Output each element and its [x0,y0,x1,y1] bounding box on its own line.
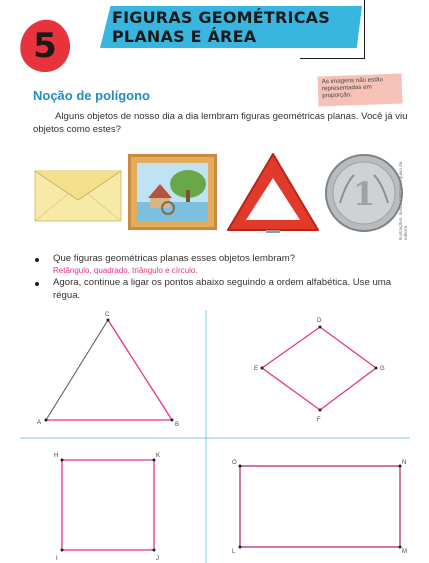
point-label-g: G [380,366,385,372]
header-divider [300,58,365,59]
bullet-icon [35,258,39,262]
header-divider [364,0,365,58]
point-label-b: B [175,422,180,428]
intro-paragraph: Alguns objetos de nosso dia a dia lembram figuras geométricas planas. Você já viu objetos como estes? [33,111,408,135]
dot-to-dot-exercise [20,310,410,563]
section-title: Noção de polígono [33,88,150,103]
rectangle-figure [232,460,407,555]
point-label-e: E [254,366,259,372]
point-label-n: N [402,460,407,466]
image-credit: Ilustrações: Ilustra Cartoon/Arquivo da editora [398,161,408,240]
warning-triangle-image [226,152,320,234]
triangle-figure [37,312,179,428]
coin-image [324,153,404,233]
bullet-icon [35,282,39,286]
image-note: As imagens não estão representadas em proporção. [318,74,403,107]
svg-text:1: 1 [352,175,376,213]
chapter-title-line2: PLANAS E ÁREA [112,27,257,46]
point-label-o: O [232,460,237,466]
point-label-i: I [56,556,58,562]
point-label-k: K [156,453,161,459]
square-figure [54,453,160,562]
point-label-j: J [156,556,159,562]
answer-1: Retângulo, quadrado, triângulo e círculo. [53,266,198,275]
point-label-a: A [37,420,42,426]
question-1: Que figuras geométricas planas esses objetos lembram? [53,253,296,264]
point-label-m: M [402,549,407,555]
chapter-title-line1: FIGURAS GEOMÉTRICAS [112,8,330,27]
point-label-d: D [317,318,322,324]
question-2: Agora, continue a ligar os pontos abaixo seguindo a ordem alfabética. Use uma régua. [53,277,392,301]
chapter-number: 5 [33,26,57,66]
point-label-c: C [105,312,110,318]
envelope-image [34,170,122,222]
picture-frame-image [128,154,217,230]
rhombus-figure [254,318,385,423]
point-label-l: L [232,549,236,555]
point-label-f: F [317,417,321,423]
chapter-title [112,8,362,46]
point-label-h: H [54,453,59,459]
